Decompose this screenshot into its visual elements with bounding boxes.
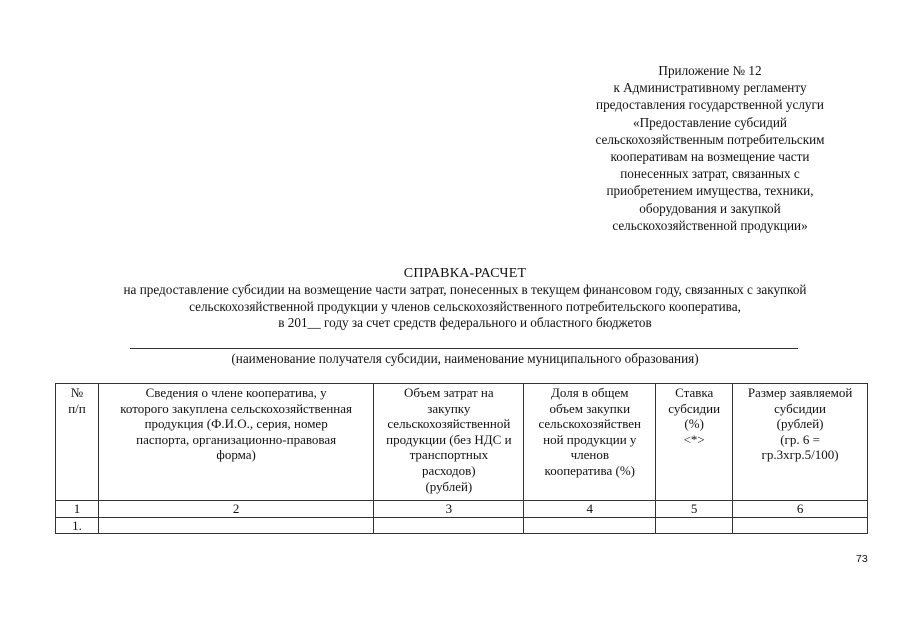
appendix-line: приобретением имущества, техники, [606, 183, 814, 199]
appendix-line: сельскохозяйственной продукции» [612, 217, 808, 233]
appendix-line: сельскохозяйственным потребительским [595, 131, 825, 147]
appendix-line: оборудования и закупкой [639, 200, 781, 216]
table-row [56, 517, 868, 534]
table-cell [98, 517, 373, 534]
document-title: СПРАВКА-РАСЧЕТ [403, 266, 527, 281]
column-number: 3 [374, 501, 524, 518]
table-cell [733, 517, 868, 534]
table-cell: 1. [56, 517, 99, 534]
table-cell [524, 517, 656, 534]
appendix-line: кооперативам на возмещение части [610, 149, 810, 165]
column-number: 4 [524, 501, 656, 518]
page-number: 73 [856, 553, 868, 565]
header-cell-share: Доля в общем объем закупки сельскохозяйствен ной продукции у членов кооператива (%) [524, 384, 656, 501]
appendix-header [560, 62, 860, 234]
header-cell-number: № п/п [56, 384, 99, 501]
appendix-line: понесенных затрат, связанных с [620, 166, 800, 182]
table-cell [374, 517, 524, 534]
subtitle-line: в 201__ году за счет средств федерального и областного бюджетов [278, 315, 652, 331]
document-heading [40, 266, 890, 332]
header-cell-subsidy-amount: Размер заявляемой субсидии (рублей) (гр. 6 = гр.3хгр.5/100) [733, 384, 868, 501]
table-header-row [56, 384, 868, 501]
column-number-row [56, 501, 868, 518]
column-number: 5 [656, 501, 733, 518]
recipient-caption: (наименование получателя субсидии, наименование муниципального образования) [231, 351, 699, 366]
recipient-fill-line [130, 348, 798, 349]
header-cell-costs: Объем затрат на закупку сельскохозяйственной продукции (без НДС и транспортных расходов) (рублей) [374, 384, 524, 501]
column-number: 1 [56, 501, 99, 518]
header-cell-rate: Ставка субсидии (%) <*> [656, 384, 733, 501]
column-number: 6 [733, 501, 868, 518]
column-number: 2 [98, 501, 373, 518]
subtitle-line: сельскохозяйственной продукции у членов сельскохозяйственного потребительского кооператива, [189, 298, 741, 314]
subtitle-line: на предоставление субсидии на возмещение части затрат, понесенных в текущем финансовом году, связанных с закупкой [123, 282, 807, 298]
calculation-table [55, 383, 868, 534]
appendix-line: Приложение № 12 [658, 63, 762, 78]
appendix-line: к Административному регламенту [613, 80, 807, 96]
header-cell-member-info: Сведения о члене кооператива, у которого закуплена сельскохозяйственная продукция (Ф.И.О., серия, номер паспорта, организационно-правовая форма) [98, 384, 373, 501]
table-cell [656, 517, 733, 534]
appendix-line: предоставления государственной услуги [596, 97, 824, 113]
appendix-line: «Предоставление субсидий [633, 114, 787, 130]
